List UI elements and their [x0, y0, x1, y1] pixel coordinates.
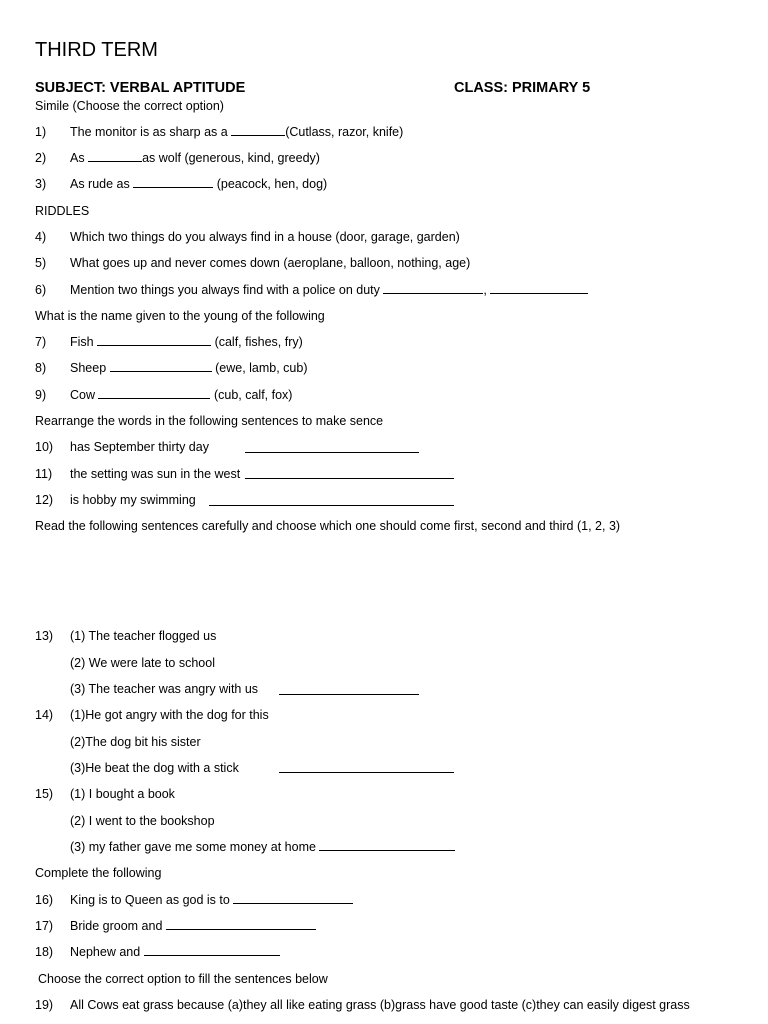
question-options: (Cutlass, razor, knife) — [285, 125, 404, 139]
question-number: 19) — [35, 998, 54, 1012]
separator: , — [483, 283, 487, 297]
question-8 — [70, 360, 308, 376]
answer-blank[interactable] — [279, 694, 419, 695]
section-ordering: Read the following sentences carefully and choose which one should come first, second and third (1, 2, 3) — [35, 519, 621, 533]
question-13-sentence-2: (2) We were late to school — [70, 656, 215, 670]
question-text: Sheep — [70, 361, 110, 375]
answer-blank[interactable] — [209, 505, 454, 506]
answer-blank[interactable] — [245, 478, 454, 479]
question-16 — [70, 892, 353, 908]
question-options: (ewe, lamb, cub) — [211, 361, 308, 375]
question-text: The monitor is as sharp as a — [70, 125, 232, 139]
question-number: 6) — [35, 283, 47, 297]
section-complete: Complete the following — [35, 866, 162, 880]
answer-blank[interactable] — [110, 371, 212, 372]
question-3 — [70, 176, 327, 192]
question-number: 12) — [35, 493, 54, 507]
section-simile: Simile (Choose the correct option) — [35, 99, 224, 113]
section-riddles: RIDDLES — [35, 204, 90, 218]
answer-blank[interactable] — [144, 955, 280, 956]
question-4: Which two things do you always find in a house (door, garage, garden) — [70, 230, 460, 244]
answer-blank[interactable] — [490, 293, 588, 294]
answer-blank[interactable] — [319, 850, 455, 851]
question-9 — [70, 387, 292, 403]
question-options: (cub, calf, fox) — [210, 388, 293, 402]
question-text: As — [70, 151, 89, 165]
question-5: What goes up and never comes down (aeroplane, balloon, nothing, age) — [70, 256, 471, 270]
class-label: CLASS: PRIMARY 5 — [454, 80, 591, 96]
answer-blank[interactable] — [88, 161, 142, 162]
section-young: What is the name given to the young of the following — [35, 309, 325, 323]
question-text: As rude as — [70, 177, 134, 191]
question-number: 5) — [35, 256, 47, 270]
question-text: (3) my father gave me some money at home — [70, 840, 320, 854]
question-number: 7) — [35, 335, 47, 349]
question-number: 13) — [35, 629, 54, 643]
question-number: 2) — [35, 151, 47, 165]
question-13-sentence-1: (1) The teacher flogged us — [70, 629, 217, 643]
answer-blank[interactable] — [98, 398, 210, 399]
answer-blank[interactable] — [133, 187, 213, 188]
answer-blank[interactable] — [245, 452, 419, 453]
question-6 — [70, 282, 588, 298]
section-rearrange: Rearrange the words in the following sentences to make sence — [35, 414, 384, 428]
question-number: 18) — [35, 945, 54, 959]
question-10: has September thirty day — [70, 440, 209, 454]
question-options: (calf, fishes, fry) — [211, 335, 303, 349]
question-13-sentence-3: (3) The teacher was angry with us — [70, 682, 259, 696]
question-15-sentence-2: (2) I went to the bookshop — [70, 814, 215, 828]
question-number: 10) — [35, 440, 54, 454]
section-choose: Choose the correct option to fill the sentences below — [38, 972, 328, 986]
question-text: Cow — [70, 388, 99, 402]
question-options: (peacock, hen, dog) — [213, 177, 328, 191]
question-14-sentence-3: (3)He beat the dog with a stick — [70, 761, 239, 775]
question-7 — [70, 334, 303, 350]
question-15-sentence-3 — [70, 839, 455, 855]
question-text: Nephew and — [70, 945, 144, 959]
question-number: 8) — [35, 361, 47, 375]
question-number: 17) — [35, 919, 54, 933]
question-text: Mention two things you always find with a police on duty — [70, 283, 384, 297]
question-1 — [70, 124, 403, 140]
answer-blank[interactable] — [97, 345, 211, 346]
question-15-sentence-1: (1) I bought a book — [70, 787, 175, 801]
question-number: 4) — [35, 230, 47, 244]
question-number: 16) — [35, 893, 54, 907]
question-19: All Cows eat grass because (a)they all like eating grass (b)grass have good taste (c)they can easily digest grass — [70, 998, 690, 1012]
question-14-sentence-1: (1)He got angry with the dog for this — [70, 708, 269, 722]
question-number: 3) — [35, 177, 47, 191]
answer-blank[interactable] — [231, 135, 285, 136]
answer-blank[interactable] — [279, 772, 454, 773]
question-text: Fish — [70, 335, 98, 349]
question-number: 11) — [35, 467, 53, 481]
question-12: is hobby my swimming — [70, 493, 196, 507]
question-number: 1) — [35, 125, 47, 139]
question-text: Bride groom and — [70, 919, 166, 933]
question-text: King is to Queen as god is to — [70, 893, 234, 907]
answer-blank[interactable] — [233, 903, 353, 904]
question-11: the setting was sun in the west — [70, 467, 241, 481]
question-number: 15) — [35, 787, 54, 801]
subject-label: SUBJECT: VERBAL APTITUDE — [35, 80, 246, 96]
question-number: 14) — [35, 708, 54, 722]
answer-blank[interactable] — [383, 293, 483, 294]
question-number: 9) — [35, 388, 47, 402]
question-2 — [70, 150, 320, 166]
question-14-sentence-2: (2)The dog bit his sister — [70, 735, 201, 749]
question-17 — [70, 918, 316, 934]
page-title: THIRD TERM — [35, 39, 158, 61]
question-18 — [70, 944, 280, 960]
answer-blank[interactable] — [166, 929, 316, 930]
question-options: as wolf (generous, kind, greedy) — [142, 151, 320, 165]
